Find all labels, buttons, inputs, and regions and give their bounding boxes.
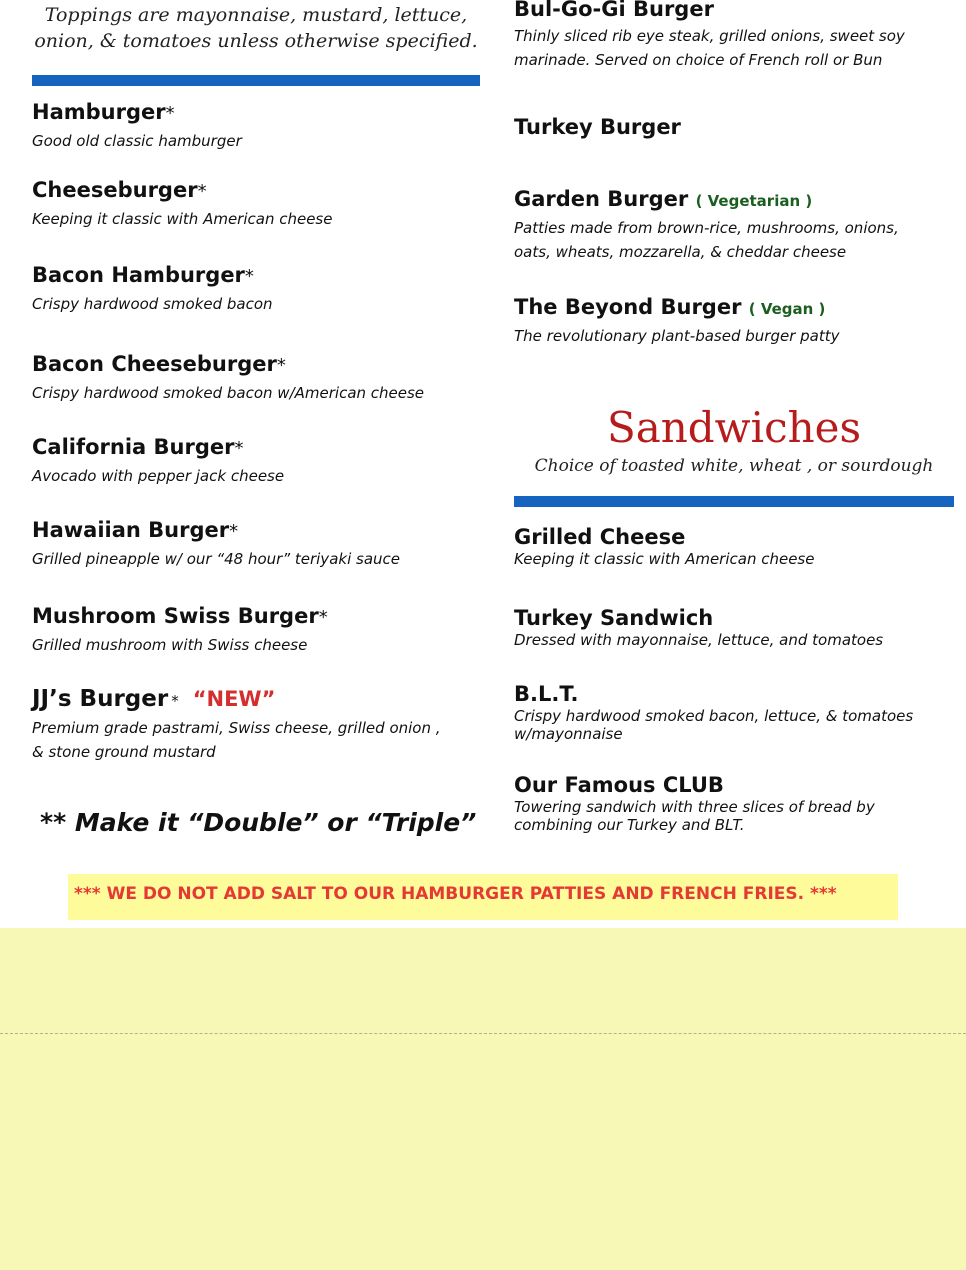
toppings-note-line1: Toppings are mayonnaise, mustard, lettuce, (44, 4, 468, 26)
item-name: Turkey Burger (514, 115, 681, 139)
item-desc-line1: Patties made from brown-rice, mushrooms, onions, (514, 219, 899, 237)
item-name: B.L.T. (514, 682, 579, 706)
menu-item-turkey-sandwich (514, 605, 883, 649)
item-desc-line2: oats, wheats, mozzarella, & cheddar cheese (514, 243, 847, 261)
toppings-note (32, 2, 480, 54)
item-name: Cheeseburger (32, 178, 198, 202)
item-star: * (234, 438, 244, 459)
menu-item-bacon-cheeseburger (32, 351, 424, 405)
item-desc-line1: Dressed with mayonnaise, lettuce, and tomatoes (514, 631, 884, 649)
item-star: * (171, 692, 179, 710)
new-badge: “NEW” (192, 687, 276, 711)
salt-notice-text: *** WE DO NOT ADD SALT TO OUR HAMBURGER PATTIES AND FRENCH FRIES. *** (74, 884, 837, 904)
item-name: Turkey Sandwich (514, 606, 714, 630)
bottom-panel (0, 928, 966, 1270)
menu-item-bul-go-gi-burger (514, 0, 905, 72)
menu-item-california-burger (32, 434, 284, 488)
item-desc-line2: w/mayonnaise (514, 725, 623, 743)
menu-item-famous-club (514, 772, 875, 834)
menu-item-turkey-burger (514, 114, 681, 140)
toppings-note-line2: onion, & tomatoes unless otherwise specified. (34, 30, 478, 52)
item-name: Hamburger (32, 100, 166, 124)
item-desc-line2: combining our Turkey and BLT. (514, 816, 745, 834)
item-star: * (244, 266, 254, 287)
sandwiches-subtitle: Choice of toasted white, wheat , or sourdough (534, 456, 934, 476)
menu-item-cheeseburger (32, 177, 332, 231)
menu-item-mushroom-swiss-burger (32, 603, 328, 657)
vegetarian-tag: ( Vegetarian ) (695, 192, 813, 210)
item-star: * (197, 181, 207, 202)
dashed-divider (0, 1033, 966, 1034)
left-divider-bar (32, 75, 480, 86)
sandwiches-title: Sandwiches (606, 403, 862, 452)
item-desc-line2: & stone ground mustard (32, 743, 216, 761)
salt-notice (68, 874, 898, 920)
item-desc-line1: Thinly sliced rib eye steak, grilled onions, sweet soy (514, 27, 905, 45)
menu-item-bacon-hamburger (32, 262, 273, 316)
item-desc-line1: The revolutionary plant-based burger patty (514, 327, 840, 345)
item-desc-line1: Keeping it classic with American cheese (514, 550, 815, 568)
item-star: * (318, 607, 328, 628)
item-name: Hawaiian Burger (32, 518, 230, 542)
item-desc: Grilled pineapple w/ our “48 hour” teriyaki sauce (32, 550, 400, 568)
item-star: * (229, 521, 239, 542)
item-desc: Crispy hardwood smoked bacon w/American cheese (32, 384, 425, 402)
menu-item-hamburger (32, 99, 242, 153)
menu-item-garden-burger (514, 186, 899, 264)
item-name: The Beyond Burger (514, 295, 742, 319)
menu-item-jjs-burger (32, 686, 441, 764)
item-name: Our Famous CLUB (514, 773, 724, 797)
double-triple-note: ** Make it “Double” or “Triple” (40, 808, 477, 837)
item-desc: Grilled mushroom with Swiss cheese (32, 636, 308, 654)
item-star: * (276, 355, 286, 376)
item-star: * (165, 103, 175, 124)
item-desc: Keeping it classic with American cheese (32, 210, 333, 228)
item-desc-line1: Crispy hardwood smoked bacon, lettuce, & tomatoes (514, 707, 914, 725)
item-name: Garden Burger (514, 187, 689, 211)
item-desc: Crispy hardwood smoked bacon (32, 295, 273, 313)
menu-item-blt (514, 681, 913, 743)
item-name: California Burger (32, 435, 235, 459)
item-desc-line2: marinade. Served on choice of French roll or Bun (514, 51, 883, 69)
item-name: Mushroom Swiss Burger (32, 604, 319, 628)
item-name: Bul-Go-Gi Burger (514, 0, 714, 21)
right-divider-bar (514, 496, 954, 507)
item-desc: Good old classic hamburger (32, 132, 242, 150)
menu-item-grilled-cheese (514, 524, 814, 568)
menu-item-hawaiian-burger (32, 517, 400, 571)
vegan-tag: ( Vegan ) (748, 300, 826, 318)
item-desc-line1: Premium grade pastrami, Swiss cheese, grilled onion , (32, 719, 441, 737)
menu-item-beyond-burger (514, 294, 840, 348)
item-desc-line1: Towering sandwich with three slices of bread by (514, 798, 875, 816)
item-name: Bacon Hamburger (32, 263, 245, 287)
item-name: Grilled Cheese (514, 525, 686, 549)
item-name: Bacon Cheeseburger (32, 352, 277, 376)
item-desc: Avocado with pepper jack cheese (32, 467, 285, 485)
item-name: JJ’s Burger (32, 686, 169, 712)
